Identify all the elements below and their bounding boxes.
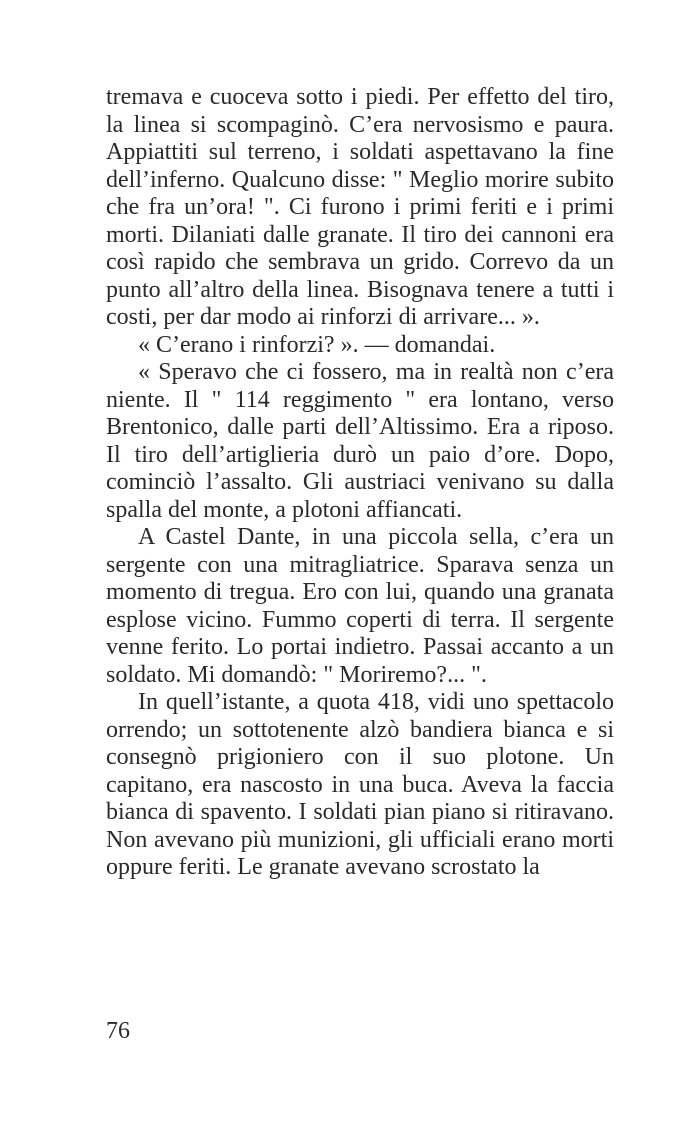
paragraph-3: « Speravo che ci fossero, ma in realtà non c’era niente. Il " 114 reggimento " era lontano, verso Brentonico, dalle parti dell’Altissimo. Era a riposo. Il tiro dell’artiglieria durò un paio d’ore. Dopo, cominciò l’assalto. Gli austriaci venivano su dalla spalla del monte, a plotoni affiancati. [106, 359, 614, 523]
page-number: 76 [106, 1018, 130, 1044]
paragraph-4: A Castel Dante, in una piccola sella, c’era un sergente con una mitragliatrice. Sparava senza un momento di tregua. Ero con lui, quando una granata esplose vicino. Fummo coperti di terra. Il sergente venne ferito. Lo portai indietro. Passai accanto a un soldato. Mi domandò: " Moriremo?... ". [106, 524, 614, 688]
paragraph-1: tremava e cuoceva sotto i piedi. Per effetto del tiro, la linea si scompaginò. C’era nervosismo e paura. Appiattiti sul terreno, i soldati aspettavano la fine dell’inferno. Qualcuno disse: " Meglio morire subito che fra un’ora! ". Ci furono i primi feriti e i primi morti. Dilaniati dalle granate. Il tiro dei cannoni era così rapido che sembrava un grido. Correvo da un punto all’altro della linea. Bisognava tenere a tutti i costi, per dar modo ai rinforzi di arrivare... ». [106, 84, 614, 330]
paragraph-5: In quell’istante, a quota 418, vidi uno spettacolo orrendo; un sottotenente alzò bandiera bianca e si consegnò prigioniero con il suo plotone. Un capitano, era nascosto in una buca. Aveva la faccia bianca di spavento. I soldati pian piano si ritiravano. Non avevano più munizioni, gli ufficiali erano morti oppure feriti. Le granate avevano scrostato la [106, 689, 614, 880]
paragraph-2: « C’erano i rinforzi? ». — domandai. [138, 331, 496, 358]
body-text [106, 84, 614, 882]
